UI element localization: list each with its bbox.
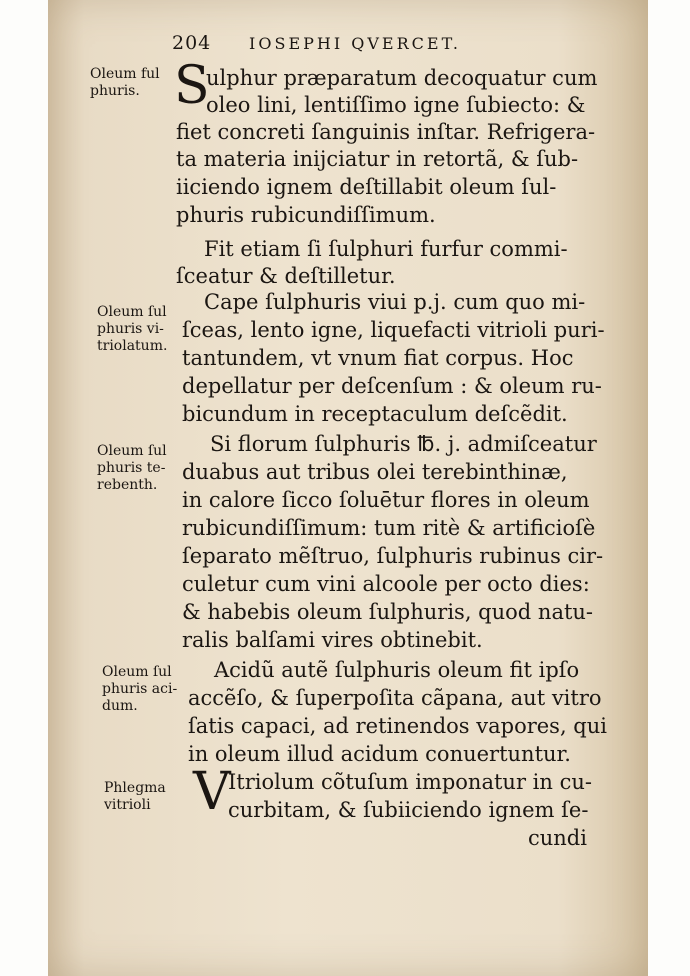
text-line: tantundem, vt vnum fiat corpus. Hoc xyxy=(182,346,574,370)
marginal-note: Oleum ſul phuris vi- triolatum. xyxy=(97,304,168,354)
text-line: in calore ſicco ſoluētur flores in oleum xyxy=(182,488,590,512)
text-line: depellatur per deſcenſum : & oleum ru- xyxy=(182,374,602,398)
text-line: Fit etiam ſi ſulphuri furfur commi- xyxy=(204,237,568,261)
marginal-note: Phlegma vitrioli xyxy=(104,780,166,813)
running-title: IOSEPHI QVERCET. xyxy=(249,34,461,53)
text-line: fiet concreti ſanguinis inſtar. Refrigera- xyxy=(176,120,596,144)
text-line: phuris rubicundiſſimum. xyxy=(176,203,436,227)
drop-cap: V xyxy=(193,762,231,822)
text-line: rubicundiſſimum: tum ritè & artificioſè xyxy=(182,516,596,540)
text-line: Si florum ſulphuris ℔. j. admiſceatur xyxy=(210,432,597,456)
text-line: ſceas, lento igne, liquefacti vitrioli puri- xyxy=(182,318,605,342)
marginal-note: Oleum ful phuris. xyxy=(90,66,160,99)
text-line: ſeparato mẽſtruo, ſulphuris rubinus cir- xyxy=(182,544,604,568)
text-line: iiciendo ignem deſtillabit oleum ſul- xyxy=(176,175,557,199)
text-line: culetur cum vini alcoole per octo dies: xyxy=(182,572,590,596)
text-line: & habebis oleum ſulphuris, quod natu- xyxy=(182,600,594,624)
text-line: bicundum in receptaculum deſcẽdit. xyxy=(182,402,568,426)
text-line: ſatis capaci, ad retinendos vapores, qui xyxy=(188,714,607,738)
text-line: Acidũ autẽ ſulphuris oleum fit ipſo xyxy=(214,658,580,682)
text-line: ſceatur & deſtilletur. xyxy=(176,264,396,288)
text-line: Cape ſulphuris viui p.j. cum quo mi- xyxy=(204,290,586,314)
text-line: ralis balſami vires obtinebit. xyxy=(182,628,483,652)
drop-cap: S xyxy=(174,56,210,116)
text-line: ulphur præparatum decoquatur cum xyxy=(206,66,598,90)
marginal-note: Oleum ſul phuris aci- dum. xyxy=(102,664,178,714)
text-line: curbitam, & ſubiiciendo ignem ſe- xyxy=(228,798,589,822)
text-line: oleo lini, lentiſſimo igne ſubiecto: & xyxy=(206,93,586,117)
page-number: 204 xyxy=(172,32,212,54)
text-line: ta materia inijciatur in retortã, & ſub- xyxy=(176,147,579,171)
text-line: in oleum illud acidum conuertuntur. xyxy=(188,742,571,766)
text-line: duabus aut tribus olei terebinthinæ, xyxy=(182,460,568,484)
catchword: cundi xyxy=(528,826,587,850)
marginal-note: Oleum ſul phuris te- rebenth. xyxy=(97,443,167,493)
text-line: accẽſo, & ſuperpoſita cãpana, aut vitro xyxy=(188,686,602,710)
running-header xyxy=(172,32,461,54)
text-line: Itriolum cõtuſum imponatur in cu- xyxy=(228,770,592,794)
